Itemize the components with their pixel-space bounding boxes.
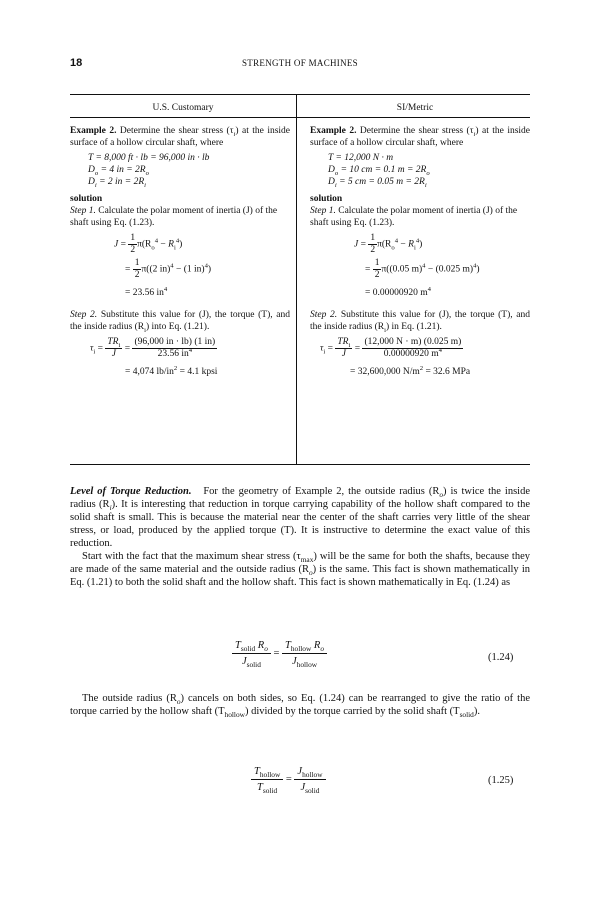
column-heading-si: SI/Metric bbox=[396, 103, 434, 113]
table-top-rule bbox=[70, 94, 530, 95]
example-statement: Example 2. Determine the shear stress $(\tau_i)$ at the inside surface of a hollow circular shaft, where bbox=[70, 126, 291, 148]
given-torque: T = 8,000 ft · lb = 96,000 in · lb bbox=[88, 153, 210, 163]
table-head-rule bbox=[70, 117, 530, 118]
step2-text: Step 2. Substitute this value for (J), the torque (T), and the inside radius $(R_i)$ into Eq. (1.21). bbox=[70, 310, 291, 334]
equation-number-1-25: (1.25) bbox=[488, 775, 514, 786]
page-number: 18 bbox=[70, 57, 83, 69]
polar-moment-eq-1: J = $\frac{1}{2}$ $\pi(R_o^4 - R_i^4)$ bbox=[354, 233, 423, 255]
shear-stress-result: = 4,074 $lb/in^2 = 4.1$ kpsi bbox=[125, 364, 218, 377]
paragraph-rearrange: The outside radius $(R_o)$ cancels on both sides, so Eq. (1.24) can be rearranged to give the ratio of the torque carried by the hollow shaft $(T_{hollow})$ divided by the torque carried by the solid shaft $(T_{solid})$. bbox=[70, 693, 530, 720]
polar-moment-eq-3: = 0.00000920 $m^4$ bbox=[365, 285, 431, 298]
paragraph-max-shear: Start with the fact that the maximum shear stress $(\tau_{max})$ will be the same for both the shafts, because they are made of the same material and the outside radius $(R_o)$ is the same. This fact is shown mathematically in Eq. (1.21) to both the solid shaft and the hollow shaft. This fact is shown mathematically in Eq. (1.24) as bbox=[70, 551, 531, 588]
body-paragraphs bbox=[70, 485, 530, 589]
given-inner-diameter: $D_i = 2$ in = $2R_i$ bbox=[88, 177, 146, 189]
equation-number-1-24: (1.24) bbox=[488, 652, 514, 663]
step1-text: Step 1. Calculate the polar moment of inertia (J) of the shaft using Eq. (1.23). bbox=[310, 206, 518, 228]
given-torque: T = 12,000 N · m bbox=[328, 153, 394, 163]
shear-stress-eq: $\tau_i$ = $\frac{TR_i}{J}$ = $\frac{(96,000 in \cdot lb) (1 in)}{23.56 in^4}$ bbox=[90, 337, 216, 359]
section-heading: Level of Torque Reduction. bbox=[70, 486, 192, 497]
given-inner-diameter: $D_i = 5$ cm = 0.05 $m = 2R_i$ bbox=[328, 177, 427, 189]
given-outer-diameter: $D_o = 4$ in = $2R_o$ bbox=[88, 165, 149, 177]
us-customary-column bbox=[70, 125, 290, 378]
si-metric-column bbox=[310, 125, 530, 378]
equation-1-24: $\frac{T_{solid} R_o}{J_{solid}}$ = $\frac{T_{hollow} R_o}{J_{hollow}}$ bbox=[232, 638, 327, 669]
polar-moment-eq-1: J = $\frac{1}{2}$ $\pi(R_o^4 - R_i^4)$ bbox=[114, 233, 183, 255]
polar-moment-eq-3: = 23.56 $in^4$ bbox=[125, 285, 168, 298]
table-bottom-rule bbox=[70, 464, 530, 465]
example-statement: Example 2. Determine the shear stress $(\tau_i)$ at the inside surface of a hollow circular shaft, where bbox=[310, 126, 531, 148]
polar-moment-eq-2: = $\frac{1}{2}$ π((0.05 m)$^4$ − (0.025 m)$^4$) bbox=[365, 258, 480, 280]
given-outer-diameter: $D_o = 10$ cm = 0.1 $m = 2R_o$ bbox=[328, 165, 430, 177]
step1-text: Step 1. Calculate the polar moment of inertia (J) of the shaft using Eq. (1.23). bbox=[70, 206, 278, 228]
equation-1-25: $\frac{T_{hollow}}{T_{solid}}$ = $\frac{J_{hollow}}{J_{solid}}$ bbox=[251, 764, 326, 795]
table-column-divider bbox=[296, 95, 297, 464]
solution-label: solution bbox=[70, 194, 103, 204]
paragraph-torque-reduction: Level of Torque Reduction. For the geometry of Example 2, the outside radius $(R_o)$ is twice the inside radius $(R_i)$. It is interesting that reduction in torque carrying capability of the hollow shaft compared to the solid shaft is small. This is because the material near the center of the shaft carries very little of the shear stress, or load, produced by the applied torque (T). It is instructive to determine the exact value of this reduction. bbox=[70, 486, 531, 549]
column-heading-us: U.S. Customary bbox=[152, 103, 214, 113]
step2-text: Step 2. Substitute this value for (J), the torque (T), and the inside radius $(R_i)$ in Eq. (1.21). bbox=[310, 310, 531, 334]
solution-label: solution bbox=[310, 194, 343, 204]
polar-moment-eq-2: = $\frac{1}{2}$ π((2 in)$^4$ − (1 in)$^4$) bbox=[125, 258, 212, 280]
shear-stress-result: = 32,600,000 $N/m^2 = 32.6$ MPa bbox=[350, 364, 471, 377]
running-title: STRENGTH OF MACHINES bbox=[241, 58, 358, 68]
shear-stress-eq: $\tau_i$ = $\frac{TR_i}{J}$ = $\frac{(12,000 N \cdot m) (0.025 m)}{0.00000920 m^4}$ bbox=[320, 337, 462, 359]
